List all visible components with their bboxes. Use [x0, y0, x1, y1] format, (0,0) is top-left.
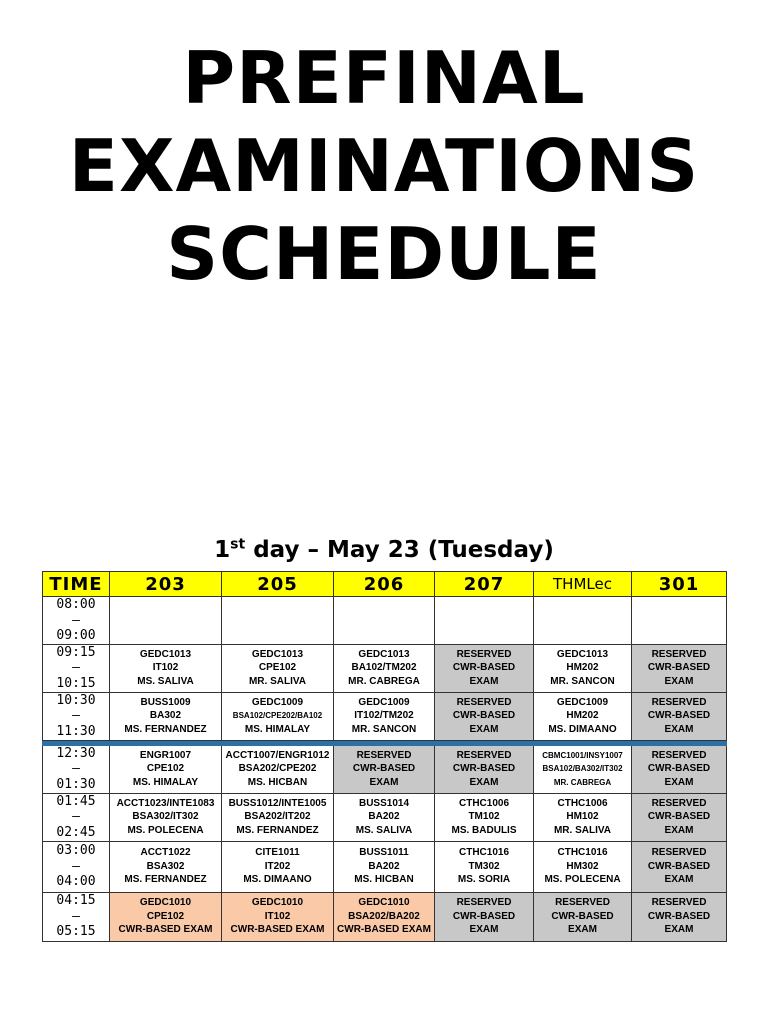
- exam-line: CWR-BASED: [551, 910, 614, 922]
- schedule-table: [42, 571, 727, 942]
- exam-line: RESERVED: [651, 897, 707, 909]
- exam-line: GEDC1009: [358, 696, 410, 708]
- time-line: 01:45: [56, 793, 96, 809]
- exam-cell: [632, 745, 727, 793]
- day-ordinal-suffix: st: [230, 536, 246, 553]
- exam-line: MS. FERNANDEZ: [236, 824, 319, 836]
- exam-cell: [222, 644, 334, 692]
- exam-cell: [435, 793, 534, 841]
- exam-cell: [435, 597, 534, 645]
- exam-cell: [222, 597, 334, 645]
- exam-line: CPE102: [258, 662, 297, 674]
- exam-line: GEDC1010: [139, 897, 192, 909]
- exam-line: MR. SALIVA: [248, 675, 307, 687]
- exam-line: EXAM: [664, 723, 694, 735]
- exam-cell: [222, 745, 334, 793]
- exam-line: CWR-BASED: [647, 763, 711, 775]
- exam-line: RESERVED: [651, 648, 707, 660]
- exam-line: BSA302/IT302: [132, 811, 199, 823]
- schedule-body: [43, 597, 727, 942]
- title-line: EXAMINATIONS: [68, 124, 700, 208]
- exam-line: BSA302: [146, 860, 185, 872]
- exam-line: RESERVED: [456, 696, 512, 708]
- time-line: 10:30: [56, 692, 96, 708]
- time-line: –: [72, 809, 80, 825]
- exam-line: EXAM: [664, 675, 694, 687]
- exam-line: MR. SALIVA: [553, 824, 612, 836]
- exam-line: CWR-BASED: [452, 910, 516, 922]
- exam-cell: [435, 692, 534, 740]
- header-room: 207: [435, 572, 534, 597]
- day-ordinal: 1: [214, 537, 231, 563]
- time-cell: [43, 597, 110, 645]
- exam-line: BUSS1011: [359, 847, 409, 859]
- exam-line: GEDC1009: [251, 696, 304, 708]
- exam-cell: [534, 841, 632, 892]
- table-row: [43, 644, 727, 692]
- exam-line: GEDC1010: [251, 897, 304, 909]
- header-room: 206: [334, 572, 435, 597]
- exam-line: BSA102/BA302/IT302: [542, 764, 623, 774]
- exam-line: MS. SORIA: [457, 874, 511, 886]
- exam-cell: [222, 892, 334, 941]
- header-room: 301: [632, 572, 727, 597]
- exam-line: CTHC1016: [458, 847, 510, 859]
- table-row: [43, 793, 727, 841]
- exam-line: MS. DIMAANO: [243, 874, 312, 886]
- exam-line: CWR-BASED: [647, 910, 711, 922]
- exam-cell: [534, 692, 632, 740]
- exam-line: CWR-BASED EXAM: [118, 924, 213, 936]
- exam-line: CWR-BASED: [452, 710, 516, 722]
- exam-cell: [334, 597, 435, 645]
- exam-cell: [435, 745, 534, 793]
- time-line: 12:30: [56, 745, 96, 761]
- time-line: –: [72, 858, 80, 874]
- exam-line: HM202: [566, 662, 599, 674]
- table-row: [43, 692, 727, 740]
- time-line: 09:15: [56, 644, 96, 660]
- exam-cell: [435, 644, 534, 692]
- exam-line: EXAM: [664, 874, 694, 886]
- exam-line: MS. HICBAN: [354, 874, 414, 886]
- exam-line: BUSS1014: [358, 797, 410, 809]
- time-cell: [43, 793, 110, 841]
- exam-line: HM302: [566, 860, 599, 872]
- exam-cell: [534, 597, 632, 645]
- exam-cell: [222, 692, 334, 740]
- exam-line: CPE102: [146, 763, 185, 775]
- exam-line: RESERVED: [456, 749, 512, 761]
- header-room: 203: [110, 572, 222, 597]
- exam-line: CWR-BASED EXAM: [337, 924, 431, 936]
- exam-line: EXAM: [469, 924, 499, 936]
- exam-cell: [110, 597, 222, 645]
- day-heading: [0, 532, 768, 568]
- time-line: 01:30: [56, 776, 96, 792]
- exam-line: CPE102: [146, 910, 185, 922]
- table-row: [43, 892, 727, 941]
- exam-cell: [632, 597, 727, 645]
- exam-line: MS. SALIVA: [137, 675, 194, 687]
- exam-cell: [222, 841, 334, 892]
- exam-cell: [534, 793, 632, 841]
- exam-line: BSA202/BA202: [348, 910, 420, 922]
- exam-line: IT102: [152, 662, 179, 674]
- time-cell: [43, 692, 110, 740]
- header-room: THMLec: [534, 572, 632, 597]
- page-title: [0, 34, 768, 298]
- exam-line: ACCT1023/INTE1083: [116, 797, 215, 809]
- time-line: 02:45: [56, 824, 96, 840]
- exam-cell: [110, 692, 222, 740]
- exam-cell: [334, 692, 435, 740]
- exam-line: IT102/TM202: [354, 710, 414, 722]
- exam-cell: [632, 793, 727, 841]
- exam-line: BA102/TM202: [351, 662, 417, 674]
- time-line: 04:15: [56, 893, 96, 909]
- exam-cell: [222, 793, 334, 841]
- exam-line: GEDC1013: [139, 648, 192, 660]
- exam-line: EXAM: [664, 924, 694, 936]
- exam-line: MS. BADULIS: [451, 824, 517, 836]
- exam-line: HM102: [566, 811, 599, 823]
- exam-line: MR. SANCON: [550, 675, 615, 687]
- time-line: –: [72, 660, 80, 676]
- exam-line: ACCT1022: [140, 847, 191, 859]
- time-line: –: [72, 612, 80, 628]
- exam-cell: [534, 745, 632, 793]
- time-line: 03:00: [56, 843, 96, 859]
- exam-line: RESERVED: [651, 847, 707, 859]
- exam-line: CWR-BASED: [452, 763, 516, 775]
- exam-line: CWR-BASED: [647, 710, 711, 722]
- exam-line: CWR-BASED: [647, 860, 711, 872]
- exam-line: CTHC1006: [458, 797, 510, 809]
- header-time: TIME: [43, 572, 110, 597]
- exam-cell: [632, 692, 727, 740]
- exam-line: BA302: [149, 710, 182, 722]
- exam-line: IT102: [264, 910, 291, 922]
- table-row: [43, 597, 727, 645]
- exam-line: ACCT1007/ENGR1012: [225, 749, 330, 761]
- exam-cell: [334, 793, 435, 841]
- exam-cell: [334, 644, 435, 692]
- exam-line: MS. HIMALAY: [244, 723, 311, 735]
- exam-cell: [534, 892, 632, 941]
- exam-line: BA202: [368, 811, 400, 823]
- exam-line: EXAM: [469, 723, 499, 735]
- exam-line: TM302: [468, 860, 500, 872]
- exam-line: HM202: [566, 710, 599, 722]
- time-cell: [43, 745, 110, 793]
- exam-cell: [110, 793, 222, 841]
- time-line: 11:30: [56, 723, 96, 739]
- exam-line: RESERVED: [456, 897, 512, 909]
- header-room: 205: [222, 572, 334, 597]
- exam-line: MS. HICBAN: [247, 776, 308, 788]
- exam-line: GEDC1009: [556, 696, 609, 708]
- time-line: 05:15: [56, 924, 96, 940]
- exam-line: MS. FERNANDEZ: [124, 874, 207, 886]
- exam-line: CBMC1001/INSY1007: [542, 750, 623, 760]
- table-row: [43, 841, 727, 892]
- exam-line: CWR-BASED: [647, 811, 711, 823]
- exam-line: CWR-BASED EXAM: [230, 924, 325, 936]
- exam-line: EXAM: [664, 824, 694, 836]
- exam-line: CITE1011: [255, 847, 300, 859]
- exam-line: GEDC1010: [358, 897, 410, 909]
- exam-line: CWR-BASED: [647, 662, 711, 674]
- day-date: day – May 23 (Tuesday): [245, 537, 554, 563]
- exam-line: MS. HIMALAY: [132, 776, 199, 788]
- exam-line: CTHC1006: [557, 797, 608, 809]
- exam-line: RESERVED: [356, 749, 412, 761]
- exam-line: MR. SANCON: [351, 723, 417, 735]
- exam-cell: [110, 644, 222, 692]
- exam-line: MR. CABREGA: [553, 777, 612, 787]
- exam-cell: [110, 892, 222, 941]
- exam-line: BUSS1012/INTE1005: [228, 797, 327, 809]
- time-line: –: [72, 761, 80, 777]
- exam-line: CTHC1016: [557, 847, 608, 859]
- time-line: 10:15: [56, 675, 96, 691]
- exam-line: EXAM: [369, 776, 399, 788]
- exam-line: RESERVED: [555, 897, 610, 909]
- time-line: 08:00: [56, 597, 96, 612]
- exam-line: TM102: [468, 811, 500, 823]
- exam-line: BSA102/CPE202/BA102: [232, 711, 323, 721]
- exam-line: MR. CABREGA: [348, 675, 420, 687]
- exam-line: MS. FERNANDEZ: [124, 723, 207, 735]
- exam-cell: [435, 841, 534, 892]
- exam-cell: [110, 841, 222, 892]
- exam-cell: [632, 841, 727, 892]
- exam-line: MS. POLECENA: [544, 874, 621, 886]
- exam-line: EXAM: [469, 776, 499, 788]
- exam-cell: [334, 892, 435, 941]
- exam-line: RESERVED: [651, 749, 707, 761]
- exam-line: RESERVED: [651, 797, 707, 809]
- exam-line: EXAM: [664, 776, 694, 788]
- exam-cell: [435, 892, 534, 941]
- title-line: SCHEDULE: [166, 212, 602, 296]
- exam-cell: [334, 745, 435, 793]
- time-cell: [43, 841, 110, 892]
- exam-line: BSA202/CPE202: [238, 763, 317, 775]
- exam-cell: [534, 644, 632, 692]
- table-row: [43, 745, 727, 793]
- exam-cell: [110, 745, 222, 793]
- exam-line: BSA202/IT202: [244, 811, 311, 823]
- time-line: –: [72, 708, 80, 724]
- exam-line: BUSS1009: [140, 696, 191, 708]
- exam-line: MS. DIMAANO: [548, 723, 617, 735]
- exam-line: EXAM: [469, 675, 499, 687]
- exam-line: RESERVED: [651, 696, 707, 708]
- exam-line: CWR-BASED: [452, 662, 516, 674]
- exam-cell: [334, 841, 435, 892]
- title-line: PREFINAL: [182, 36, 586, 120]
- exam-line: MS. POLECENA: [127, 824, 204, 836]
- exam-line: IT202: [264, 860, 291, 872]
- exam-line: RESERVED: [456, 648, 512, 660]
- time-cell: [43, 644, 110, 692]
- exam-line: BA202: [368, 860, 400, 872]
- exam-cell: [632, 644, 727, 692]
- exam-cell: [632, 892, 727, 941]
- exam-line: EXAM: [568, 924, 597, 936]
- exam-line: MS. SALIVA: [355, 824, 413, 836]
- time-line: 04:00: [56, 874, 96, 890]
- exam-line: GEDC1013: [358, 648, 410, 660]
- exam-line: ENGR1007: [139, 749, 192, 761]
- exam-line: CWR-BASED: [352, 763, 416, 775]
- header-row: [43, 572, 727, 597]
- exam-line: GEDC1013: [556, 648, 609, 660]
- time-line: –: [72, 908, 80, 924]
- time-cell: [43, 892, 110, 941]
- exam-line: GEDC1013: [251, 648, 304, 660]
- time-line: 09:00: [56, 628, 96, 643]
